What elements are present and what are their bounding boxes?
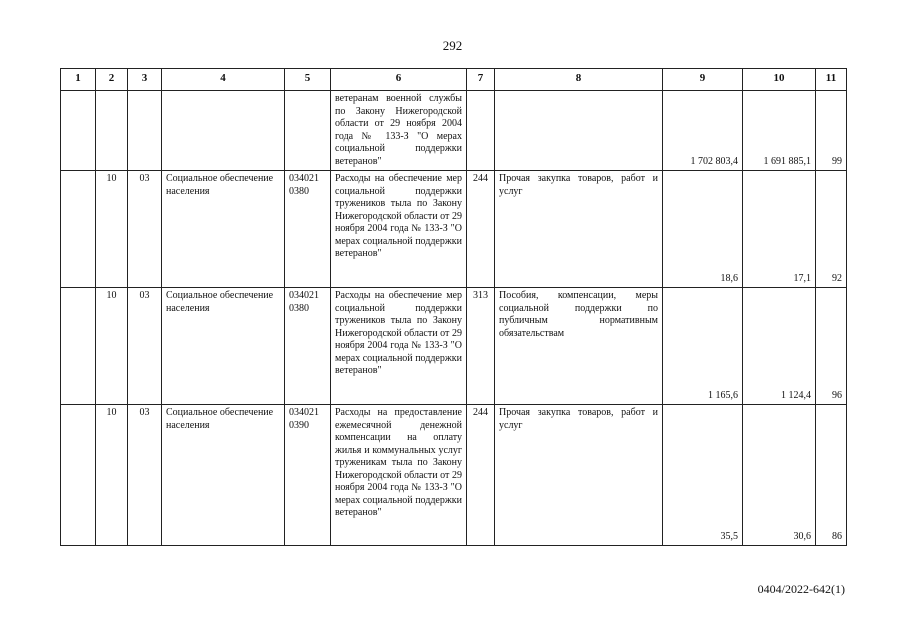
cell-section-name: Социальное обеспечение населения (162, 288, 285, 405)
cell-amount-planned: 1 702 803,4 (663, 91, 743, 171)
table-row (61, 91, 847, 171)
cell-expense-type: 244 (467, 405, 495, 546)
cell-expense-type-name: Прочая закупка товаров, работ и услуг (495, 171, 663, 288)
page-number: 292 (442, 38, 463, 53)
cell-col1 (61, 171, 96, 288)
cell-expense-type-name (495, 91, 663, 171)
cell-amount-planned: 18,6 (663, 171, 743, 288)
header-cell-8: 8 (495, 69, 663, 91)
cell-subsection: 03 (128, 171, 162, 288)
cell-amount-executed: 17,1 (743, 171, 816, 288)
cell-col1 (61, 288, 96, 405)
header-cell-11: 11 (816, 69, 847, 91)
cell-amount-executed: 30,6 (743, 405, 816, 546)
header-cell-10: 10 (743, 69, 816, 91)
header-cell-1: 1 (61, 69, 96, 91)
cell-target-article: 034021 0380 (285, 288, 331, 405)
cell-percent: 96 (816, 288, 847, 405)
cell-section-name: Социальное обеспечение населения (162, 405, 285, 546)
header-cell-3: 3 (128, 69, 162, 91)
header-cell-5: 5 (285, 69, 331, 91)
cell-expense-type: 244 (467, 171, 495, 288)
cell-section: 10 (96, 405, 128, 546)
cell-section: 10 (96, 288, 128, 405)
header-cell-7: 7 (467, 69, 495, 91)
cell-subsection: 03 (128, 288, 162, 405)
cell-col1 (61, 91, 96, 171)
header-cell-4: 4 (162, 69, 285, 91)
cell-target-article (285, 91, 331, 171)
cell-section-name: Социальное обеспечение населения (162, 171, 285, 288)
cell-percent: 92 (816, 171, 847, 288)
cell-expense-description: Расходы на предоставление ежемесячной денежной компенсации на оплату жилья и коммунальных услуг труженикам тыла по Закону Нижегородской области от 29 ноября 2004 года № 133-З "О мерах социальной поддержки ветеранов" (331, 405, 467, 546)
cell-expense-type-name: Пособия, компенсации, меры социальной поддержки по публичным нормативным обязательствам (495, 288, 663, 405)
cell-amount-executed: 1 691 885,1 (743, 91, 816, 171)
cell-expense-description: Расходы на обеспечение мер социальной поддержки тружеников тыла по Закону Нижегородской области от 29 ноября 2004 года № 133-З "О мерах социальной поддержки ветеранов" (331, 288, 467, 405)
header-cell-2: 2 (96, 69, 128, 91)
table-row (61, 405, 847, 546)
cell-expense-description: ветеранам военной службы по Закону Нижегородской области от 29 ноября 2004 года № 133-З "О мерах социальной поддержки ветеранов" (331, 91, 467, 171)
cell-section: 10 (96, 171, 128, 288)
table-row (61, 171, 847, 288)
cell-subsection (128, 91, 162, 171)
header-cell-6: 6 (331, 69, 467, 91)
cell-section (96, 91, 128, 171)
document-id: 0404/2022-642(1) (757, 582, 845, 596)
cell-amount-executed: 1 124,4 (743, 288, 816, 405)
header-row (61, 69, 847, 91)
cell-target-article: 034021 0380 (285, 171, 331, 288)
cell-amount-planned: 1 165,6 (663, 288, 743, 405)
cell-subsection: 03 (128, 405, 162, 546)
cell-expense-type (467, 91, 495, 171)
cell-target-article: 034021 0390 (285, 405, 331, 546)
header-cell-9: 9 (663, 69, 743, 91)
cell-col1 (61, 405, 96, 546)
cell-percent: 86 (816, 405, 847, 546)
cell-expense-type: 313 (467, 288, 495, 405)
table-row (61, 288, 847, 405)
budget-table (60, 68, 847, 546)
cell-expense-description: Расходы на обеспечение мер социальной поддержки тружеников тыла по Закону Нижегородской области от 29 ноября 2004 года № 133-З "О мерах социальной поддержки ветеранов" (331, 171, 467, 288)
cell-expense-type-name: Прочая закупка товаров, работ и услуг (495, 405, 663, 546)
cell-section-name (162, 91, 285, 171)
cell-amount-planned: 35,5 (663, 405, 743, 546)
cell-percent: 99 (816, 91, 847, 171)
